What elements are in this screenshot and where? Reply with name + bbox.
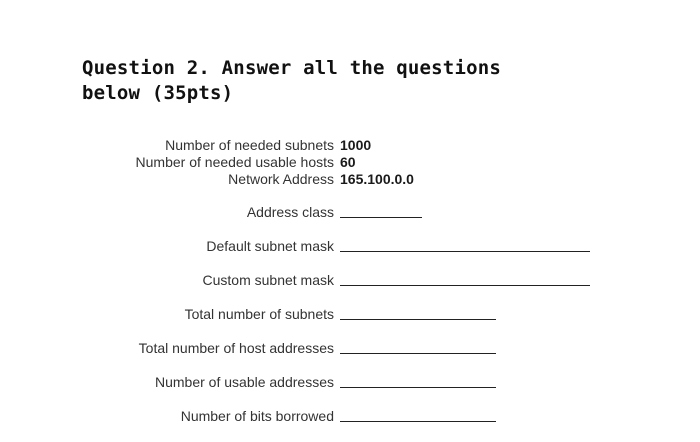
given-row-network-address <box>0 171 700 187</box>
answer-blank[interactable] <box>340 319 496 320</box>
field-label: Number of usable addresses <box>155 374 334 390</box>
field-row-custom-subnet-mask <box>0 271 700 289</box>
field-row-bits-borrowed <box>0 407 700 425</box>
field-label: Address class <box>246 204 334 220</box>
field-row-address-class <box>0 203 700 221</box>
given-row-hosts <box>0 154 700 170</box>
answer-blank[interactable] <box>340 387 496 388</box>
given-value: 1000 <box>340 137 372 153</box>
question-title-line-2: below (35pts) <box>82 82 234 104</box>
answer-blank[interactable] <box>340 421 496 422</box>
field-row-total-subnets <box>0 305 700 323</box>
field-row-usable-addresses <box>0 373 700 391</box>
given-label: Number of needed subnets <box>165 137 334 153</box>
field-row-default-subnet-mask <box>0 237 700 255</box>
answer-blank[interactable] <box>340 353 496 354</box>
question-heading <box>82 56 501 106</box>
field-label: Custom subnet mask <box>202 272 334 288</box>
answer-blank[interactable] <box>340 217 422 218</box>
given-row-subnets <box>0 137 700 153</box>
field-row-total-host-addresses <box>0 339 700 357</box>
question-title-line-1: Question 2. Answer all the questions <box>82 57 502 79</box>
given-value: 60 <box>340 154 356 170</box>
field-label: Total number of host addresses <box>138 340 334 356</box>
field-label: Default subnet mask <box>206 238 334 254</box>
answer-blank[interactable] <box>340 251 590 252</box>
given-value: 165.100.0.0 <box>340 171 414 187</box>
field-label: Total number of subnets <box>184 306 334 322</box>
given-label: Number of needed usable hosts <box>135 154 334 170</box>
field-label: Number of bits borrowed <box>180 408 334 424</box>
answer-blank[interactable] <box>340 285 590 286</box>
given-label: Network Address <box>228 171 334 187</box>
